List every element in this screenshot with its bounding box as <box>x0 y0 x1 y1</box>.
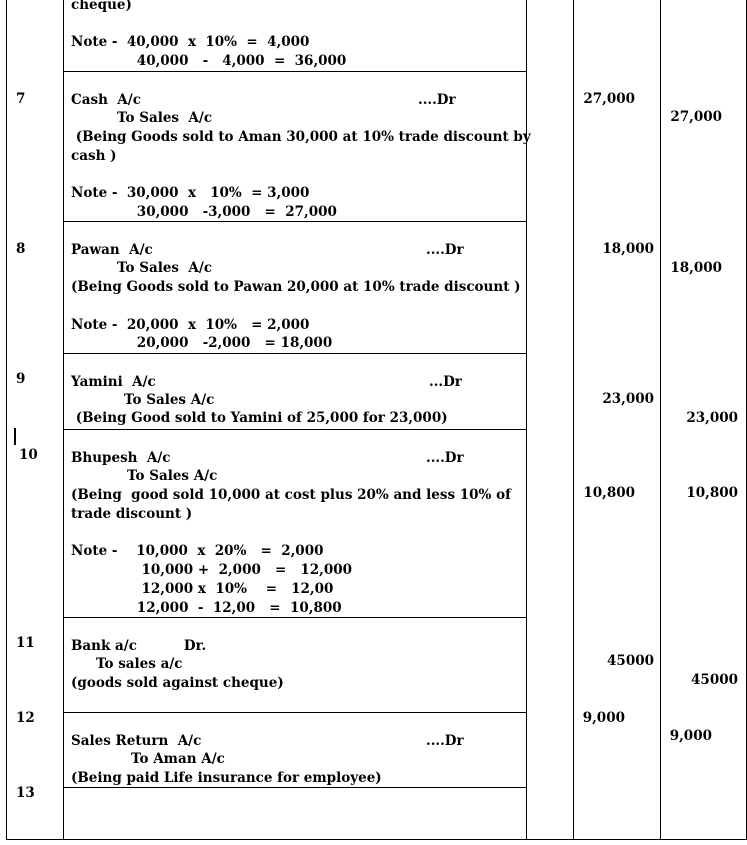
column-divider-lf <box>526 0 527 839</box>
narration-line: (Being Good sold to Yamini of 25,000 for 23,000) <box>71 410 448 426</box>
credit-account: To Sales A/c <box>117 260 213 276</box>
note-line: 20,000 -2,000 = 18,000 <box>71 335 333 351</box>
debit-account: Bank a/c Dr. <box>71 638 207 654</box>
text-cursor <box>14 428 16 445</box>
narration-line: (Being Goods sold to Aman 30,000 at 10% trade discount by <box>71 129 531 145</box>
credit-amount: 10,800 <box>686 485 738 501</box>
note-line: 12,000 - 12,00 = 10,800 <box>71 600 342 616</box>
table-border-bottom <box>6 839 747 840</box>
narration-line: (Being paid Life insurance for employee) <box>71 770 382 786</box>
debit-amount: 23,000 <box>602 391 654 407</box>
debit-account: Yamini A/c <box>71 374 156 390</box>
entry-number: 12 <box>16 710 35 726</box>
row-divider <box>63 712 526 713</box>
note-line: Note - 40,000 x 10% = 4,000 <box>71 34 310 50</box>
narration-line: trade discount ) <box>71 506 193 522</box>
credit-account: To Sales A/c <box>127 468 218 484</box>
row-divider <box>63 787 526 788</box>
dr-mark: ....Dr <box>418 92 456 108</box>
debit-amount: 45000 <box>607 653 654 669</box>
debit-amount: 27,000 <box>583 91 635 107</box>
entry-number: 7 <box>16 91 26 107</box>
debit-account: Sales Return A/c <box>71 733 202 749</box>
debit-amount: 18,000 <box>602 241 654 257</box>
row-divider <box>63 71 526 72</box>
entry-number: 9 <box>16 371 26 387</box>
narration-line: cash ) <box>71 148 117 164</box>
row-divider <box>63 617 526 618</box>
credit-amount: 23,000 <box>686 410 738 426</box>
narration-line: (Being good sold 10,000 at cost plus 20% and less 10% of <box>71 487 511 503</box>
narration-line: cheque) <box>71 0 132 13</box>
dr-mark: ....Dr <box>426 242 464 258</box>
debit-account: Bhupesh A/c <box>71 450 171 466</box>
debit-amount: 10,800 <box>583 485 635 501</box>
dr-mark: ....Dr <box>426 450 464 466</box>
note-line: 30,000 -3,000 = 27,000 <box>71 204 337 220</box>
row-divider <box>63 429 526 430</box>
note-line: Note - 20,000 x 10% = 2,000 <box>71 317 310 333</box>
entry-number: 10 <box>19 447 38 463</box>
credit-amount: 45000 <box>691 672 738 688</box>
note-line: 10,000 + 2,000 = 12,000 <box>71 562 353 578</box>
note-line: Note - 30,000 x 10% = 3,000 <box>71 185 310 201</box>
column-divider-particulars <box>63 0 64 839</box>
row-divider <box>63 353 526 354</box>
debit-account: Cash A/c <box>71 92 141 108</box>
narration-line: (Being Goods sold to Pawan 20,000 at 10% trade discount ) <box>71 279 521 295</box>
entry-number: 13 <box>16 785 35 801</box>
credit-account: To Sales A/c <box>117 110 213 126</box>
credit-amount: 9,000 <box>669 728 712 744</box>
credit-account: To Sales A/c <box>124 392 215 408</box>
dr-mark: ...Dr <box>429 374 462 390</box>
note-line: Note - 10,000 x 20% = 2,000 <box>71 543 324 559</box>
entry-number: 8 <box>16 241 26 257</box>
credit-account: To Aman A/c <box>131 751 225 767</box>
row-divider <box>63 221 526 222</box>
debit-amount: 9,000 <box>582 710 625 726</box>
note-line: 40,000 - 4,000 = 36,000 <box>71 53 347 69</box>
credit-account: To sales a/c <box>96 656 183 672</box>
narration-line: (goods sold against cheque) <box>71 675 284 691</box>
credit-amount: 18,000 <box>670 260 722 276</box>
dr-mark: ....Dr <box>426 733 464 749</box>
note-line: 12,000 x 10% = 12,00 <box>71 581 334 597</box>
entry-number: 11 <box>16 635 35 651</box>
table-border-left <box>6 0 7 839</box>
debit-account: Pawan A/c <box>71 242 153 258</box>
credit-amount: 27,000 <box>670 109 722 125</box>
